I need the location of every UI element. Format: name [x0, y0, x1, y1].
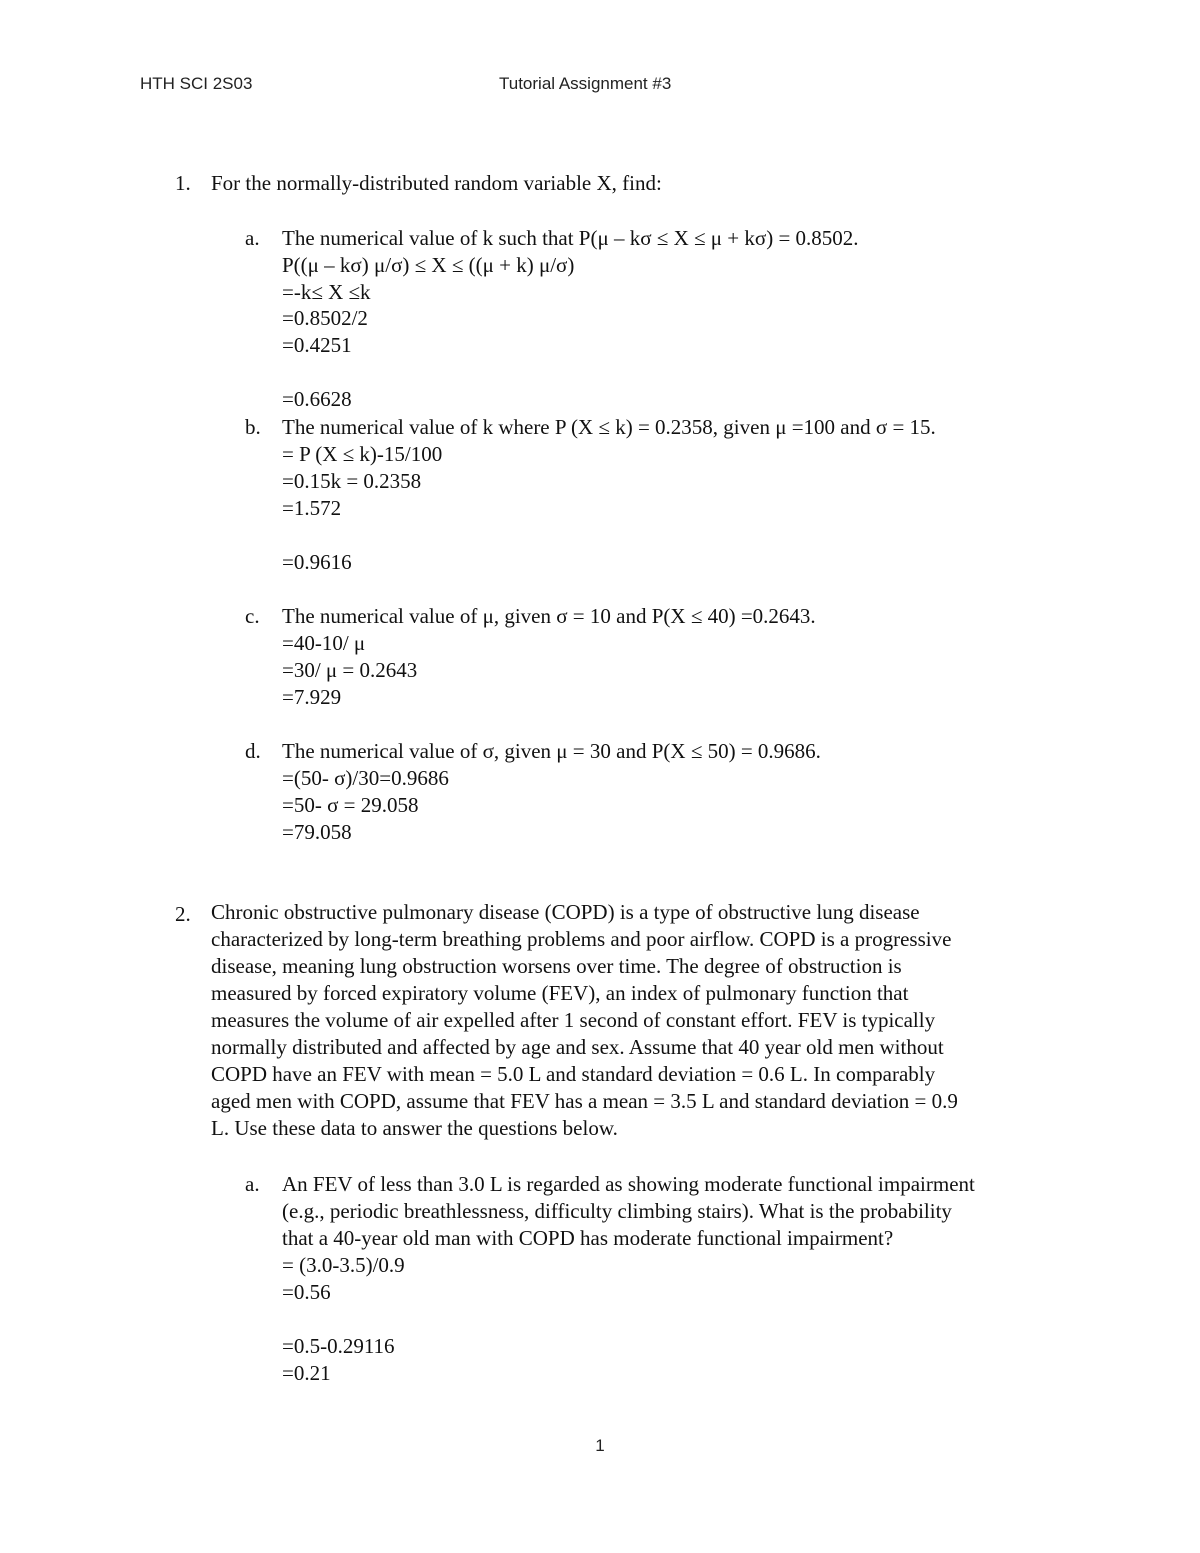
paragraph-line: normally distributed and affected by age and sex. Assume that 40 year old men without: [211, 1035, 944, 1059]
answer-1a-line: =-k≤ X ≤k: [282, 280, 371, 304]
answer-1a-line: P((μ – kσ) μ/σ) ≤ X ≤ ((μ + k) μ/σ): [282, 253, 575, 277]
question-1c-letter: c.: [245, 604, 260, 628]
paragraph-line: COPD have an FEV with mean = 5.0 L and standard deviation = 0.6 L. In comparably: [211, 1062, 936, 1086]
header-title: Tutorial Assignment #3: [499, 74, 672, 93]
answer-2a-line: =0.5-0.29116: [282, 1334, 395, 1358]
answer-1a-line: =0.6628: [282, 387, 352, 411]
answer-1c-line: =7.929: [282, 685, 342, 709]
answer-1a-line: =0.4251: [282, 333, 352, 357]
answer-1c-line: =30/ μ = 0.2643: [282, 658, 418, 682]
question-1d-text: The numerical value of σ, given μ = 30 and P(X ≤ 50) = 0.9686.: [282, 739, 821, 763]
paragraph-line: disease, meaning lung obstruction worsens over time. The degree of obstruction is: [211, 954, 902, 978]
paragraph-line: Chronic obstructive pulmonary disease (COPD) is a type of obstructive lung disease: [211, 900, 920, 924]
question-1c-text: The numerical value of μ, given σ = 10 and P(X ≤ 40) =0.2643.: [282, 604, 816, 628]
question-2-number: 2.: [175, 902, 191, 926]
question-2a-text: An FEV of less than 3.0 L is regarded as showing moderate functional impairment: [282, 1172, 975, 1196]
question-1-prompt: For the normally-distributed random variable X, find:: [211, 171, 662, 195]
question-2a-text: (e.g., periodic breathlessness, difficulty climbing stairs). What is the probability: [282, 1199, 952, 1223]
answer-2a-line: =0.21: [282, 1361, 331, 1385]
paragraph-line: aged men with COPD, assume that FEV has a mean = 3.5 L and standard deviation = 0.9: [211, 1089, 958, 1113]
question-1d-letter: d.: [245, 739, 261, 763]
question-1a-letter: a.: [245, 226, 260, 250]
question-2a-letter: a.: [245, 1172, 260, 1196]
answer-1b-line: =1.572: [282, 496, 342, 520]
answer-2a-line: =0.56: [282, 1280, 331, 1304]
answer-1b-line: = P (X ≤ k)-15/100: [282, 442, 443, 466]
paragraph-line: measures the volume of air expelled after 1 second of constant effort. FEV is typically: [211, 1008, 936, 1032]
answer-1b-line: =0.15k = 0.2358: [282, 469, 422, 493]
question-1a-text: The numerical value of k such that P(μ – kσ ≤ X ≤ μ + kσ) = 0.8502.: [282, 226, 859, 250]
question-2-paragraph: [211, 899, 1071, 1142]
answer-1d-line: =79.058: [282, 820, 352, 844]
answer-1d-line: =(50- σ)/30=0.9686: [282, 766, 449, 790]
page-number: 1: [595, 1436, 605, 1455]
answer-1b-line: =0.9616: [282, 550, 352, 574]
answer-1a-line: =0.8502/2: [282, 306, 368, 330]
answer-2a-line: = (3.0-3.5)/0.9: [282, 1253, 405, 1277]
question-1-number: 1.: [175, 171, 191, 195]
header-course-code: HTH SCI 2S03: [140, 74, 253, 93]
question-1b-text: The numerical value of k where P (X ≤ k) = 0.2358, given μ =100 and σ = 15.: [282, 415, 936, 439]
paragraph-line: measured by forced expiratory volume (FEV), an index of pulmonary function that: [211, 981, 909, 1005]
paragraph-line: characterized by long-term breathing problems and poor airflow. COPD is a progressive: [211, 927, 952, 951]
question-1b-letter: b.: [245, 415, 261, 439]
answer-1d-line: =50- σ = 29.058: [282, 793, 419, 817]
question-2a-text: that a 40-year old man with COPD has moderate functional impairment?: [282, 1226, 894, 1250]
paragraph-line: L. Use these data to answer the questions below.: [211, 1116, 618, 1140]
answer-1c-line: =40-10/ μ: [282, 631, 366, 655]
